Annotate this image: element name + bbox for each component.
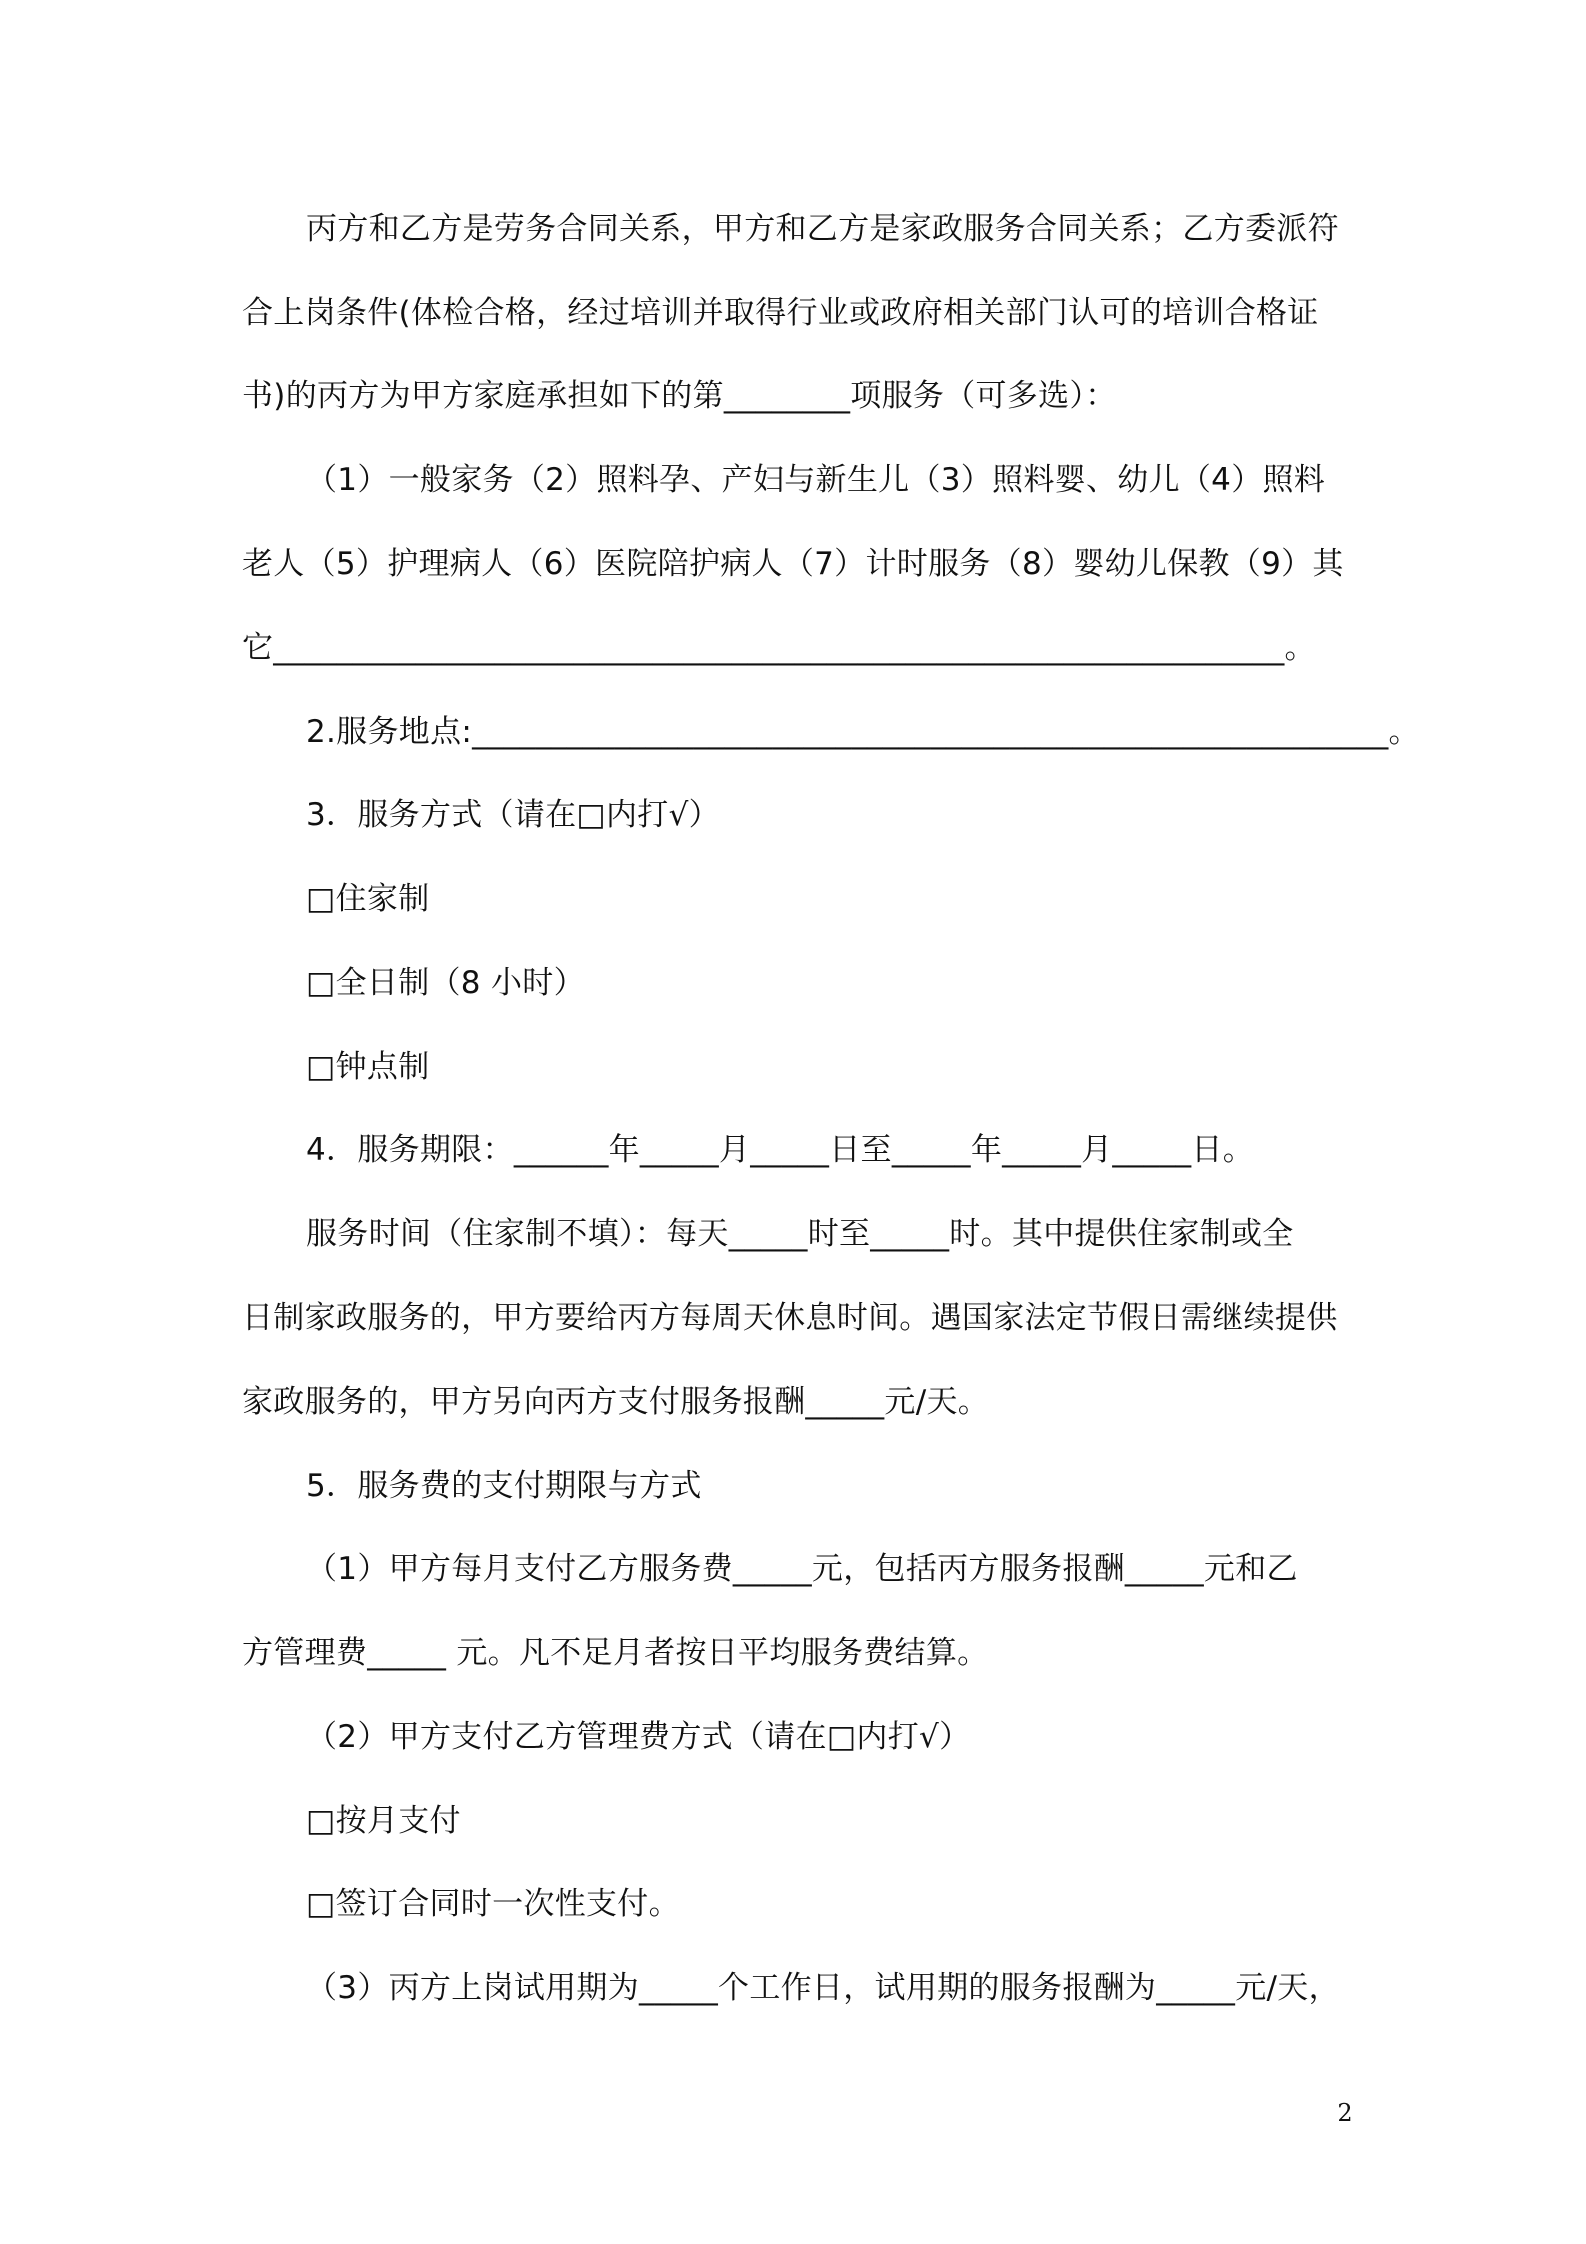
text-line: 方管理费_____ 元。凡不足月者按日平均服务费结算。 bbox=[242, 1635, 989, 1671]
text-line: （1）一般家务（2）照料孕、产妇与新生儿（3）照料婴、幼儿（4）照料 bbox=[306, 462, 1326, 498]
text-line: 老人（5）护理病人（6）医院陪护病人（7）计时服务（8）婴幼儿保教（9）其 bbox=[242, 546, 1344, 582]
text-line: （2）甲方支付乙方管理费方式（请在□内打√） bbox=[306, 1719, 971, 1755]
text-line: 家政服务的，甲方另向丙方支付服务报酬_____元/天。 bbox=[242, 1384, 990, 1420]
checkbox-option: □住家制 bbox=[306, 881, 430, 917]
text-line: 书)的丙方为甲方家庭承担如下的第________项服务（可多选）： bbox=[242, 378, 1117, 414]
text-line: 5．服务费的支付期限与方式 bbox=[306, 1468, 702, 1504]
text-line: 服务时间（住家制不填）：每天_____时至_____时。其中提供住家制或全 bbox=[306, 1216, 1294, 1252]
text-line: 2.服务地点:__________________________________________________________。 bbox=[306, 714, 1420, 750]
text-line: 3．服务方式（请在□内打√） bbox=[306, 797, 720, 833]
checkbox-option: □签订合同时一次性支付。 bbox=[306, 1886, 680, 1922]
text-line: 4．服务期限：______年_____月_____日至_____年_____月_____日。 bbox=[306, 1132, 1255, 1168]
text-line: （3）丙方上岗试用期为_____个工作日，试用期的服务报酬为_____元/天， bbox=[306, 1970, 1340, 2006]
checkbox-option: □按月支付 bbox=[306, 1803, 461, 1839]
text-line: 丙方和乙方是劳务合同关系，甲方和乙方是家政服务合同关系；乙方委派符 bbox=[306, 211, 1339, 247]
text-line: （1）甲方每月支付乙方服务费_____元，包括丙方服务报酬_____元和乙 bbox=[306, 1551, 1298, 1587]
checkbox-option: □全日制（8 小时） bbox=[306, 965, 585, 1001]
text-line: 合上岗条件(体检合格，经过培训并取得行业或政府相关部门认可的培训合格证 bbox=[242, 295, 1319, 331]
checkbox-option: □钟点制 bbox=[306, 1049, 430, 1085]
text-line: 它________________________________________________________________。 bbox=[242, 630, 1316, 666]
text-line: 日制家政服务的，甲方要给丙方每周天休息时间。遇国家法定节假日需继续提供 bbox=[242, 1300, 1338, 1336]
page-number: 2 bbox=[1337, 2099, 1353, 2127]
